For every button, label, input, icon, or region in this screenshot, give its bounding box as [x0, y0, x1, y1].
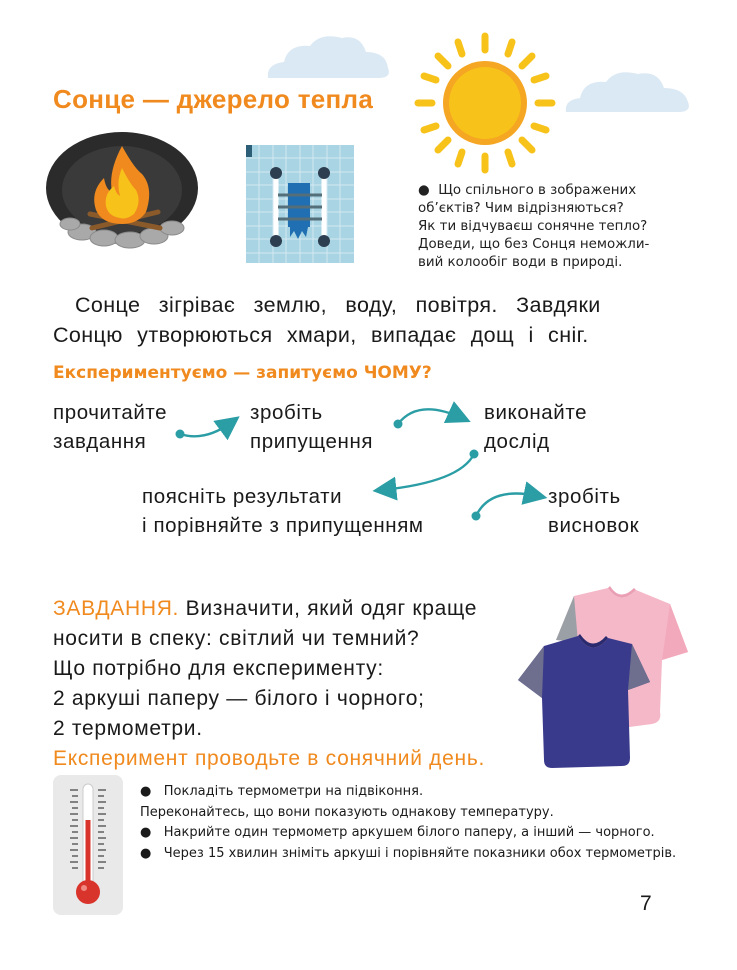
step-read-line: завдання [53, 430, 147, 453]
tshirt-icon [512, 582, 692, 772]
page-number: 7 [640, 892, 652, 915]
question-line-text: Що спільного в зображених [438, 183, 637, 198]
instruction-item [140, 844, 700, 865]
task-line: 2 аркуші паперу — білого і чорного; [53, 687, 425, 710]
experiment-heading: Експериментуємо — запитуємо ЧОМУ? [53, 363, 432, 383]
bullet: ● [140, 825, 152, 840]
step-read-line: прочитайте [53, 401, 168, 424]
step-assume-line: припущення [250, 430, 374, 453]
intro-line: Сонцю утворюються хмари, випадає дощ і сніг. [53, 323, 589, 347]
step-conclude-line: зробіть [548, 485, 621, 508]
page-title: Сонце — джерело тепла [53, 84, 374, 114]
arrow-read-to-assume [176, 422, 233, 439]
question-line: Як ти відчуваєш сонячне тепло? [418, 219, 648, 234]
intro-line: Сонце зігріває землю, воду, повітря. Завдяки [75, 293, 601, 317]
task-block [53, 594, 543, 774]
instruction-text: Накрийте один термометр аркушем білого паперу, а інший — чорного. [163, 825, 655, 840]
arrow-perform-to-explain [382, 450, 479, 491]
step-perform-line: дослід [484, 430, 550, 453]
step-perform-line: виконайте [484, 401, 588, 424]
thermometer-icon [58, 780, 118, 910]
bullet: ● [418, 183, 430, 198]
question-line: Доведи, що без Сонця неможли- [418, 237, 650, 252]
bullet: ● [140, 784, 152, 799]
task-line: носити в спеку: світлий чи темний? [53, 627, 420, 650]
question-line: об’єктів? Чим відрізняються? [418, 201, 624, 216]
step-explain-line: поясніть результати [142, 485, 343, 508]
task-line-text: Визначити, який одяг краще [179, 597, 478, 620]
instruction-item [140, 782, 700, 803]
task-line [53, 594, 543, 624]
task-line-highlight: Експеримент проводьте в сонячний день. [53, 747, 485, 770]
task-line: 2 термометри. [53, 717, 203, 740]
instruction-text: Через 15 хвилин зніміть аркуші і порівняйте показники обох термометрів. [163, 845, 677, 861]
step-conclude-line: висновок [548, 514, 640, 537]
arrow-assume-to-perform [394, 409, 463, 428]
instruction-item [140, 823, 700, 844]
instructions-block [140, 782, 700, 864]
question-line: вий колообіг води в природі. [418, 255, 623, 270]
arrow-explain-to-conclude [472, 494, 539, 521]
bullet: ● [140, 845, 152, 861]
task-label: ЗАВДАННЯ. [53, 597, 180, 620]
instruction-item: Переконайтесь, що вони показують однакову температуру. [140, 804, 554, 820]
step-explain-line: і порівняйте з припущенням [142, 514, 424, 537]
instruction-text: Покладіть термометри на підвіконня. [163, 784, 424, 799]
step-assume-line: зробіть [250, 401, 323, 424]
task-line: Що потрібно для експерименту: [53, 657, 384, 680]
